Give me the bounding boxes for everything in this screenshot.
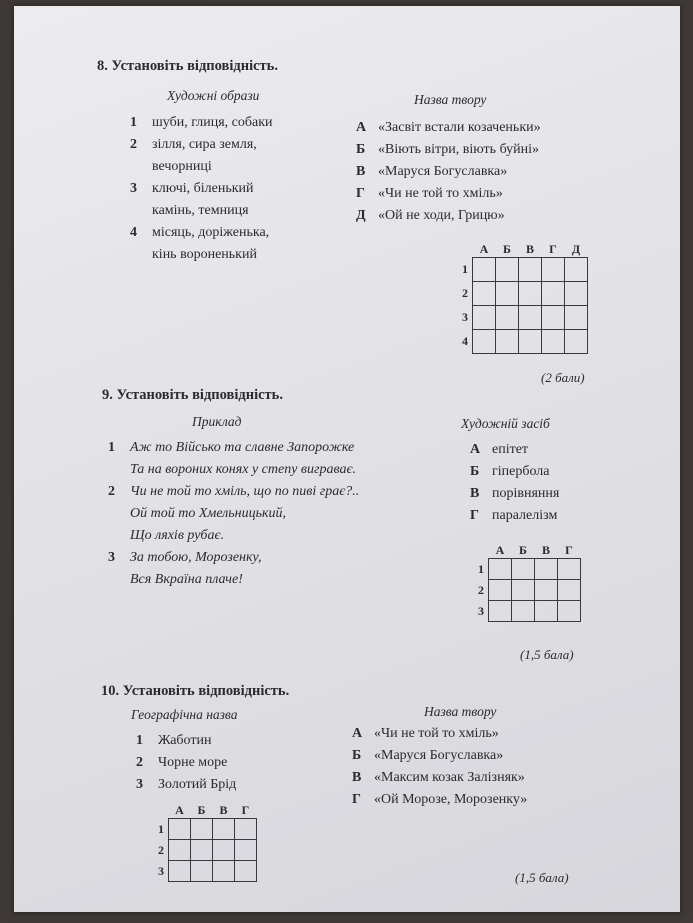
grid-cell[interactable]	[191, 819, 213, 840]
grid-cell[interactable]	[565, 258, 588, 282]
item-text: «Маруся Богуславка»	[378, 164, 508, 179]
item-number: 1	[136, 733, 143, 748]
grid-col-header: А	[175, 802, 184, 817]
item-text: місяць, доріженька,	[152, 225, 270, 240]
grid-row-label: 1	[462, 262, 468, 276]
q8-number: 8.	[97, 58, 108, 74]
q9-title	[102, 387, 283, 404]
grid-col-header: Б	[197, 802, 206, 817]
item-letter: А	[356, 120, 367, 135]
item-text: Ой той то Хмельницький,	[130, 506, 287, 521]
grid-cell[interactable]	[496, 306, 519, 330]
grid-cell[interactable]	[473, 282, 496, 306]
grid-cell[interactable]	[473, 258, 496, 282]
item-letter: Д	[356, 208, 366, 223]
grid-col-header: В	[525, 241, 534, 256]
item-letter: В	[356, 164, 366, 179]
grid-cell[interactable]	[473, 330, 496, 354]
grid-row-label: 1	[478, 561, 484, 576]
item-letter: Б	[470, 464, 480, 479]
q8-right-list	[356, 117, 541, 227]
list-item	[108, 481, 359, 503]
grid-cell[interactable]	[213, 819, 235, 840]
item-letter: А	[470, 442, 481, 457]
q9-answer-grid[interactable]	[478, 542, 581, 622]
item-text: «Ой не ходи, Грицю»	[378, 208, 505, 223]
grid-corner	[478, 542, 489, 559]
item-text: кінь вороненький	[152, 247, 257, 262]
item-text: За тобою, Морозенку,	[130, 550, 262, 565]
grid-cell[interactable]	[235, 819, 257, 840]
item-text: епітет	[492, 442, 529, 457]
list-item	[470, 439, 559, 461]
grid-col-header: В	[541, 542, 550, 557]
grid-cell[interactable]	[519, 258, 542, 282]
list-item	[352, 767, 527, 789]
q10-title-text: Установіть відповідність.	[122, 683, 290, 699]
grid-corner	[462, 241, 473, 258]
item-letter: Б	[356, 142, 366, 157]
grid-cell[interactable]	[565, 306, 588, 330]
q10-number: 10.	[101, 683, 120, 699]
grid-cell[interactable]	[169, 861, 191, 882]
item-number: 1	[108, 440, 115, 455]
grid-cell[interactable]	[169, 819, 191, 840]
list-item	[356, 139, 541, 161]
list-item	[136, 730, 236, 752]
item-text: камінь, темниця	[152, 203, 249, 218]
item-text: «Віють вітри, віють буйні»	[378, 142, 540, 157]
item-text: «Чи не той то хміль»	[374, 726, 499, 741]
item-text: паралелізм	[492, 508, 558, 523]
grid-cell[interactable]	[558, 559, 581, 580]
grid-cell[interactable]	[473, 306, 496, 330]
grid-row-label: 1	[158, 821, 164, 836]
item-text: Жаботин	[158, 733, 212, 748]
grid-cell[interactable]	[496, 258, 519, 282]
item-number: 4	[130, 225, 137, 240]
grid-row-label: 2	[462, 286, 468, 300]
grid-col-header: В	[219, 802, 228, 817]
list-item	[352, 745, 527, 767]
grid-cell[interactable]	[213, 840, 235, 861]
grid-cell[interactable]	[519, 330, 542, 354]
grid-cell[interactable]	[191, 861, 213, 882]
q9-points: (1,5 бала)	[520, 647, 574, 662]
grid-cell[interactable]	[565, 330, 588, 354]
grid-corner	[158, 802, 169, 819]
list-item	[352, 723, 527, 745]
item-text: ключі, біленький	[152, 181, 254, 196]
list-item	[130, 112, 273, 134]
list-item	[356, 183, 541, 205]
item-text: вечорниці	[152, 159, 212, 174]
item-text: Аж то Військо та славне Запорожке	[130, 440, 355, 455]
grid-row-label: 2	[478, 582, 484, 597]
list-item	[356, 161, 541, 183]
item-text: Золотий Брід	[158, 777, 237, 792]
grid-row-label: 3	[462, 310, 468, 324]
q8-left-header: Художні образи	[167, 88, 260, 103]
item-letter: Г	[356, 186, 365, 201]
grid-cell[interactable]	[558, 601, 581, 622]
grid-cell[interactable]	[519, 282, 542, 306]
item-text: шуби, глиця, собаки	[152, 115, 273, 130]
list-item	[356, 117, 541, 139]
list-item	[470, 461, 559, 483]
q10-right-header: Назва твору	[424, 704, 497, 719]
item-text: Чи не той то хміль, що по пиві грає?..	[130, 484, 360, 499]
grid-cell[interactable]	[565, 282, 588, 306]
grid-cell[interactable]	[489, 559, 512, 580]
item-text: «Засвіт встали козаченьки»	[378, 120, 541, 135]
item-letter: Г	[352, 792, 361, 807]
grid-row-label: 2	[158, 842, 164, 857]
item-letter: Г	[470, 508, 479, 523]
q10-title	[101, 683, 289, 700]
q9-right-list	[470, 439, 559, 527]
item-text: порівняння	[492, 486, 560, 501]
q9-left-header: Приклад	[192, 414, 242, 429]
grid-row-label: 4	[462, 334, 468, 348]
q9-title-text: Установіть відповідність.	[116, 387, 283, 403]
item-letter: В	[470, 486, 480, 501]
grid-col-header: Б	[519, 542, 527, 557]
grid-cell[interactable]	[542, 282, 565, 306]
q9-left-list	[108, 437, 359, 591]
item-letter: А	[352, 726, 363, 741]
grid-col-header: Г	[241, 802, 250, 817]
item-number: 3	[130, 181, 137, 196]
item-text: гіпербола	[492, 464, 550, 479]
grid-cell[interactable]	[512, 580, 535, 601]
grid-col-header: А	[479, 241, 489, 256]
grid-col-header: Г	[565, 542, 573, 557]
grid-cell[interactable]	[235, 840, 257, 861]
grid-cell[interactable]	[519, 306, 542, 330]
grid-cell[interactable]	[496, 282, 519, 306]
grid-cell[interactable]	[535, 559, 558, 580]
q10-points: (1,5 бала)	[515, 870, 569, 885]
item-text: Та на вороних конях у степу виграває.	[130, 462, 357, 477]
q9-right-header: Художній засіб	[461, 416, 550, 431]
list-item	[130, 178, 273, 200]
grid-cell[interactable]	[213, 861, 235, 882]
grid-col-header: Б	[503, 241, 511, 256]
grid-cell[interactable]	[542, 258, 565, 282]
q10-left-list	[136, 730, 236, 796]
item-number: 2	[108, 484, 115, 499]
q8-right-header: Назва твору	[414, 92, 487, 107]
grid-cell[interactable]	[535, 580, 558, 601]
q9-number: 9.	[102, 387, 113, 403]
item-text: Вся Вкраїна плаче!	[130, 572, 243, 587]
grid-cell[interactable]	[191, 840, 213, 861]
grid-cell[interactable]	[542, 306, 565, 330]
q8-answer-grid[interactable]	[462, 241, 588, 354]
q8-title-text: Установіть відповідність.	[111, 58, 278, 74]
list-item	[356, 205, 541, 227]
item-text: зілля, сира земля,	[152, 137, 257, 152]
item-number: 2	[136, 755, 143, 770]
list-item	[130, 222, 273, 244]
grid-cell[interactable]	[558, 580, 581, 601]
grid-cell[interactable]	[542, 330, 565, 354]
list-item	[108, 437, 359, 459]
q10-right-list	[352, 723, 527, 811]
grid-row-label: 3	[158, 863, 164, 878]
item-letter: В	[352, 770, 362, 785]
grid-cell[interactable]	[512, 601, 535, 622]
q8-left-list	[130, 112, 273, 266]
q10-answer-grid[interactable]	[158, 802, 257, 882]
item-text: Чорне море	[158, 755, 228, 770]
grid-col-header: А	[495, 542, 505, 557]
list-item	[108, 547, 359, 569]
list-item	[130, 134, 273, 156]
list-item	[136, 752, 236, 774]
item-number: 1	[130, 115, 137, 130]
grid-cell[interactable]	[535, 601, 558, 622]
list-item	[352, 789, 527, 811]
item-number: 3	[136, 777, 143, 792]
grid-cell[interactable]	[496, 330, 519, 354]
item-letter: Б	[352, 748, 362, 763]
grid-cell[interactable]	[489, 580, 512, 601]
item-text: Що ляхів рубає.	[130, 528, 225, 543]
item-text: «Максим козак Залізняк»	[374, 770, 525, 785]
grid-col-header: Г	[549, 241, 557, 256]
grid-cell[interactable]	[489, 601, 512, 622]
grid-cell[interactable]	[235, 861, 257, 882]
q8-title	[97, 58, 278, 75]
item-text: «Ой Морозе, Морозенку»	[374, 792, 528, 807]
q10-left-header: Географічна назва	[131, 707, 238, 722]
item-text: «Маруся Богуславка»	[374, 748, 504, 763]
q8-points: (2 бали)	[541, 370, 585, 385]
grid-row-label: 3	[478, 603, 484, 618]
list-item	[136, 774, 236, 796]
item-number: 3	[108, 550, 115, 565]
grid-cell[interactable]	[512, 559, 535, 580]
list-item	[470, 483, 559, 505]
item-number: 2	[130, 137, 137, 152]
item-text: «Чи не той то хміль»	[378, 186, 503, 201]
list-item	[470, 505, 559, 527]
grid-col-header: Д	[571, 241, 581, 256]
grid-cell[interactable]	[169, 840, 191, 861]
